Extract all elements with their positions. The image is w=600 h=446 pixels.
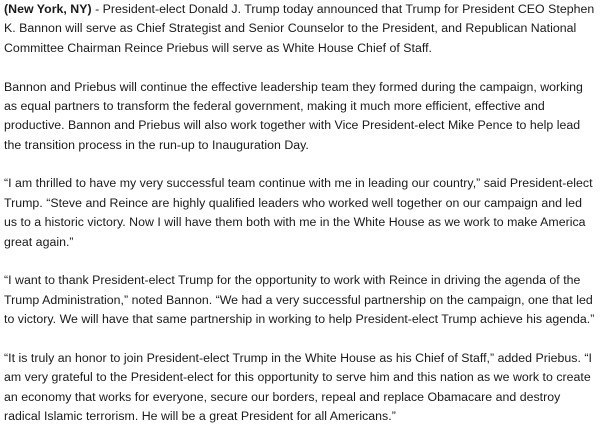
dateline: (New York, NY)	[4, 2, 92, 16]
paragraph-bannon-quote: “I want to thank President-elect Trump for the opportunity to work with Reince in driving the agenda of the Trump Administration,” noted Bannon. “We had a very successful partnership on the campaign, one that led to victory. We will have that same partnership in working to help President-elect Trump achieve his agenda.”	[4, 273, 595, 327]
paragraph-announcement-text: - President-elect Donald J. Trump today announced that Trump for President CEO Stephen K. Bannon will serve as Chief Strategist and Senior Counselor to the President, and Republican National Committee Chairman Reince Priebus will serve as White House Chief of Staff.	[4, 2, 595, 55]
paragraph-priebus-quote: “It is truly an honor to join President-elect Trump in the White House as his Chief of Staff,” added Priebus. “I am very grateful to the President-elect for this opportunity to serve him and this nation as we work to create an economy that works for everyone, secure our borders, repeal and replace Obamacare and destroy radical Islamic terrorism. He will be a great President for all Americans.”	[4, 350, 592, 424]
paragraph-leadership-team: Bannon and Priebus will continue the effective leadership team they formed during the campaign, working as equal partners to transform the federal government, making it much more efficient, effective and productive. Bannon and Priebus will also work together with Vice President-elect Mike Pence to help lead the transition process in the run-up to Inauguration Day.	[4, 79, 583, 152]
press-release-document	[4, 0, 598, 446]
paragraph-announcement	[4, 0, 598, 58]
paragraph-trump-quote: “I am thrilled to have my very successful team continue with me in leading our country,” said President-elect Trump. “Steve and Reince are highly qualified leaders who worked well together on our campaign and led us to a historic victory. Now I will have them both with me in the White House as we work to make America great again.”	[4, 176, 593, 249]
